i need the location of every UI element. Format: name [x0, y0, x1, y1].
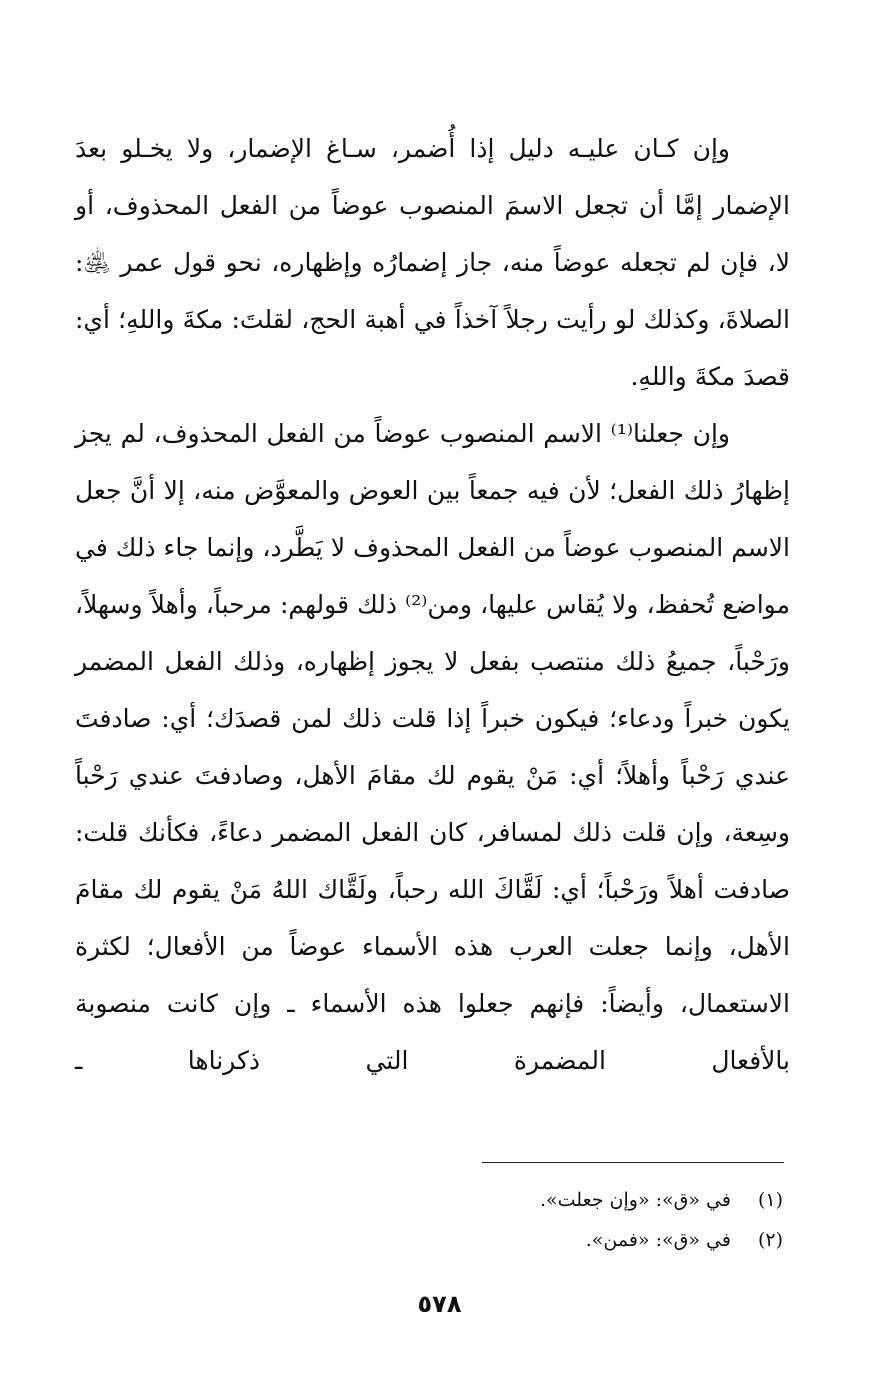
footnotes — [363, 1180, 783, 1260]
footnote-text: في «ق»: «وإن جعلت». — [539, 1189, 731, 1211]
footnote-item — [363, 1220, 783, 1260]
footnote-text: في «ق»: «فمن». — [585, 1229, 731, 1251]
footnote-number: (٢) — [757, 1229, 783, 1251]
footnote-separator — [482, 1162, 784, 1163]
footnote-number: (١) — [757, 1189, 783, 1211]
page-number: ٥٧٨ — [417, 1290, 462, 1318]
paragraph-1: وإن كـان عليـه دليل إذا أُضمر، سـاغ الإضمار، ولا يخـلو بعدَ الإضمار إمَّا أن تجعل الاسمَ المنصوب عوضاً من الفعل المحذوف، أو لا، فإن لم تجعله عوضاً منه، جاز إضمارُه وإظهاره، نحو قول عمر ﵁: الصلاةَ، وكذلك لو رأيت رجلاً آخذاً في أهبة الحج، لقلتَ: مكةَ واللهِ؛ أي: قصدَ مكةَ واللهِ. — [75, 134, 790, 391]
paragraph-2: وإن جعلنا⁽¹⁾ الاسم المنصوب عوضاً من الفعل المحذوف، لم يجز إظهارُ ذلك الفعل؛ لأن فيه جمعاً بين العوض والمعوَّض منه، إلا أنَّ جعل الاسم المنصوب عوضاً من الفعل المحذوف لا يَطَّرد، وإنما جاء ذلك في مواضع تُحفظ، ولا يُقاس عليها، ومن⁽²⁾ ذلك قولهم: مرحباً، وأهلاً وسهلاً، ورَحْباً، جميعُ ذلك منتصب بفعل لا يجوز إظهاره، وذلك الفعل المضمر يكون خبراً ودعاء؛ فيكون خبراً إذا قلت ذلك لمن قصدَك؛ أي: صادفتَ عندي رَحْباً وأهلاً؛ أي: مَنْ يقوم لك مقامَ الأهل، وصادفتَ عندي رَحْباً وسِعة، وإن قلت ذلك لمسافر، كان الفعل المضمر دعاءً، فكأنك قلت: صادفت أهلاً ورَحْباً؛ أي: لَقَّاكَ الله رحباً، ولَقَّاك اللهُ مَنْ يقوم لك مقامَ الأهل، وإنما جعلت العرب هذه الأسماء عوضاً من الأفعال؛ لكثرة الاستعمال، وأيضاً: فإنهم جعلوا هذه الأسماء ـ وإن كانت منصوبة بالأفعال المضمرة التي ذكرناها ـ — [75, 419, 790, 1075]
main-text-block — [75, 120, 790, 1089]
footnote-item — [363, 1180, 783, 1220]
